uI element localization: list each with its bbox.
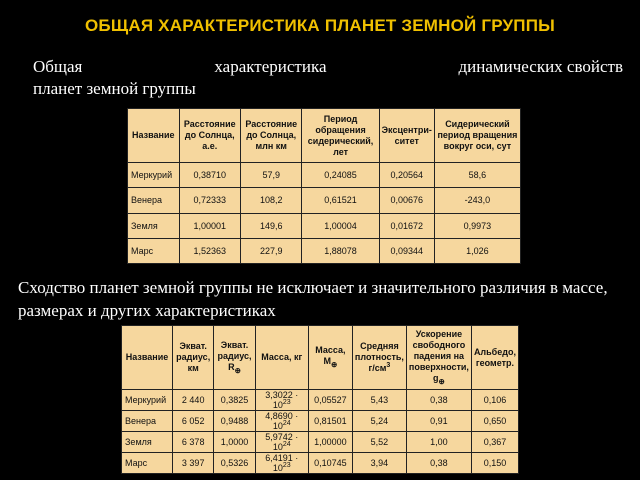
column-header: Период обращения сидерический, лет: [302, 109, 379, 163]
mass-value: 3,3022 · 10: [265, 390, 299, 410]
column-header: [308, 326, 352, 390]
similarity-paragraph: Сходство планет земной группы не исключает и значительного различия в массе, размерах и других характеристиках: [18, 278, 608, 320]
table-cell: 0,38: [406, 453, 471, 474]
planet-name: Марс: [122, 453, 173, 474]
exponent: 24: [282, 420, 291, 427]
column-header: Экват. радиус, км: [173, 326, 214, 390]
column-header: [352, 326, 406, 390]
table-row: [128, 188, 521, 213]
table-row: [128, 163, 521, 188]
table-cell: 108,2: [240, 188, 301, 213]
table-cell: 5,24: [352, 411, 406, 432]
earth-symbol-icon: ⊕: [330, 359, 338, 369]
table-row: [122, 432, 519, 453]
header-text: г/см: [368, 363, 387, 373]
table-cell: 0,9488: [214, 411, 255, 432]
table-cell: 227,9: [240, 238, 301, 263]
column-header: Название: [122, 326, 173, 390]
table-cell: 0,3825: [214, 390, 255, 411]
table-cell: 5,52: [352, 432, 406, 453]
table-cell: 58,6: [434, 163, 520, 188]
column-header: Расстояние до Солнца, млн км: [240, 109, 301, 163]
table-cell: 0,106: [471, 390, 518, 411]
table-cell: 1,0000: [214, 432, 255, 453]
table-cell: 0,9973: [434, 213, 520, 238]
table-cell: 57,9: [240, 163, 301, 188]
column-header: Альбедо, геометр.: [471, 326, 518, 390]
planet-name: Меркурий: [122, 390, 173, 411]
table-cell: 1,026: [434, 238, 520, 263]
table-cell: 0,367: [471, 432, 518, 453]
table-cell: 0,00676: [379, 188, 434, 213]
table-cell: 0,91: [406, 411, 471, 432]
table-cell: [255, 453, 308, 474]
dynamic-properties-table: [127, 108, 521, 264]
table-cell: [255, 432, 308, 453]
table-cell: 1,00001: [179, 213, 240, 238]
table-cell: 1,88078: [302, 238, 379, 263]
column-header: Масса, кг: [255, 326, 308, 390]
table-cell: 2 440: [173, 390, 214, 411]
table-row: [128, 213, 521, 238]
intro-paragraph: [33, 56, 623, 100]
table-cell: 6 378: [173, 432, 214, 453]
column-header: Эксцентри-ситет: [379, 109, 434, 163]
planet-name: Меркурий: [128, 163, 180, 188]
table-cell: 0,72333: [179, 188, 240, 213]
table-cell: 5,43: [352, 390, 406, 411]
header-text: Средняя плотность,: [354, 341, 404, 362]
table-cell: 0,81501: [308, 411, 352, 432]
table-cell: 3 397: [173, 453, 214, 474]
header-text: Ускорение свободного падения на поверхности,: [408, 328, 469, 372]
intro-line-1: [33, 56, 623, 78]
table-header-row: [128, 109, 521, 163]
table-row: [122, 390, 519, 411]
header-text: M: [323, 356, 331, 367]
header-text: g: [433, 372, 439, 383]
exponent: 23: [282, 462, 291, 469]
mass-value: 5,9742 · 10: [265, 432, 299, 452]
intro-word: характеристика: [214, 57, 327, 76]
mass-value: 6,4191 · 10: [265, 453, 299, 473]
table-row: [122, 411, 519, 432]
header-text: Экват. радиус,: [217, 339, 252, 361]
slide-title: ОБЩАЯ ХАРАКТЕРИСТИКА ПЛАНЕТ ЗЕМНОЙ ГРУППЫ: [85, 16, 555, 35]
table-cell: 1,52363: [179, 238, 240, 263]
table-cell: 149,6: [240, 213, 301, 238]
exponent: 23: [282, 399, 291, 406]
planet-name: Венера: [128, 188, 180, 213]
table-cell: 0,38710: [179, 163, 240, 188]
physical-properties-table: [121, 325, 519, 474]
header-text: R: [228, 361, 235, 372]
planet-name: Земля: [128, 213, 180, 238]
table-cell: 1,00004: [302, 213, 379, 238]
table-cell: 0,61521: [302, 188, 379, 213]
mass-value: 4,8690 · 10: [265, 411, 299, 431]
planet-name: Венера: [122, 411, 173, 432]
intro-line-2: планет земной группы: [33, 79, 196, 98]
table-cell: 1,00000: [308, 432, 352, 453]
table-header-row: [122, 326, 519, 390]
earth-symbol-icon: ⊕: [438, 376, 445, 386]
column-header: [214, 326, 255, 390]
table-cell: 0,650: [471, 411, 518, 432]
intro-word: Общая: [33, 57, 83, 76]
table-row: [122, 453, 519, 474]
table-cell: [255, 411, 308, 432]
intro-word: динамических свойств: [458, 57, 623, 76]
table-cell: 1,00: [406, 432, 471, 453]
table-cell: 0,10745: [308, 453, 352, 474]
table-cell: 0,5326: [214, 453, 255, 474]
table-cell: -243,0: [434, 188, 520, 213]
planet-name: Марс: [128, 238, 180, 263]
exponent: 3: [386, 362, 391, 369]
table-cell: 0,150: [471, 453, 518, 474]
header-text: Масса,: [315, 345, 346, 356]
planet-name: Земля: [122, 432, 173, 453]
table-cell: 0,05527: [308, 390, 352, 411]
column-header: Название: [128, 109, 180, 163]
table-cell: 0,38: [406, 390, 471, 411]
table-row: [128, 238, 521, 263]
table-cell: 3,94: [352, 453, 406, 474]
table-cell: 0,24085: [302, 163, 379, 188]
column-header: [406, 326, 471, 390]
exponent: 24: [282, 441, 291, 448]
table-cell: 6 052: [173, 411, 214, 432]
table-cell: 0,20564: [379, 163, 434, 188]
table-cell: 0,01672: [379, 213, 434, 238]
table-cell: 0,09344: [379, 238, 434, 263]
table-cell: [255, 390, 308, 411]
column-header: Расстояние до Солнца, а.е.: [179, 109, 240, 163]
earth-symbol-icon: ⊕: [234, 365, 241, 375]
column-header: Сидерический период вращения вокруг оси, сут: [434, 109, 520, 163]
